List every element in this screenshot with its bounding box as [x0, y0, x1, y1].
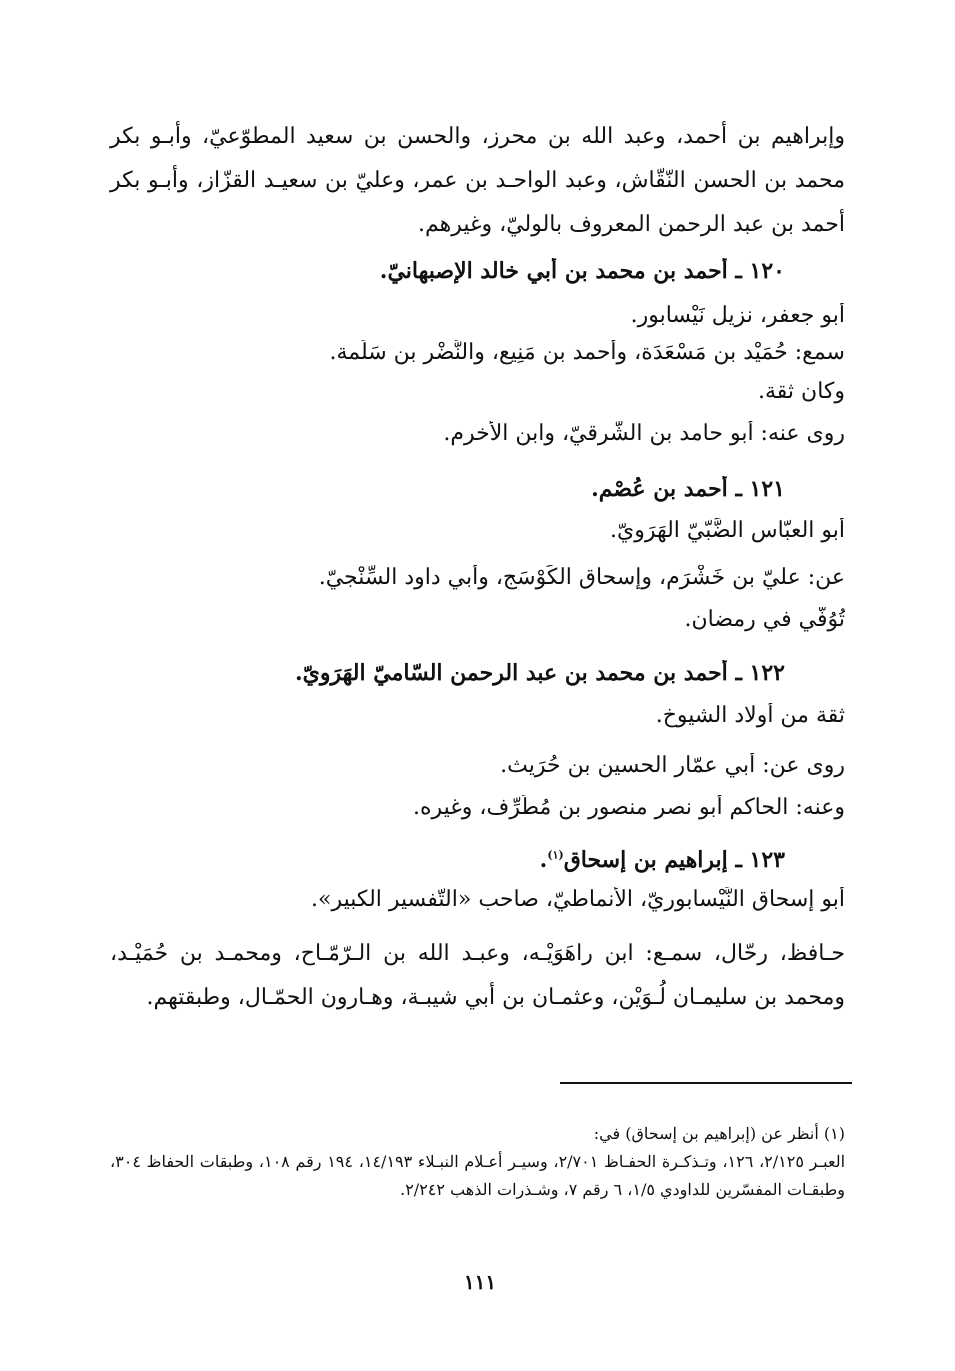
entry-121-line-2: عن: عليّ بن خَشْرَم، وإسحاق الكَوْسَج، وأبي داود السِّنْجيّ. [318, 565, 845, 590]
entry-122-line-2: روى عن: أبي عمّار الحسين بن حُرَيث. [500, 753, 845, 778]
entry-123-heading-end: . [539, 847, 548, 873]
entry-123-heading-text: ١٢٣ ـ إبراهيم بن إسحاق [563, 847, 785, 873]
footnote-text: العبـر ٢/١٢٥، ١٢٦، وتـذكـرة الحفـاظ ٢/٧٠١، وسيـر أعـلام النبـلاء ١٤/١٩٣، ١٩٤ رقم ١٠٨، وطبقات الحفاظ ٣٠٤، وطبقـات المفسّرين للداودي ١/٥، ٦ رقم ٧، وشـذرات الذهب ٢/٢٤٢. [110, 1152, 846, 1199]
entry-123-heading [105, 847, 785, 873]
footnote-reference-mark[interactable]: (١) [547, 848, 564, 862]
entry-121-heading: ١٢١ ـ أحمد بن عُصْم. [591, 476, 785, 502]
entry-122-line-1: ثقة من أولاد الشيوخ. [655, 703, 845, 728]
entry-121-line-1: أبو العبّاس الضَّبّيّ الهَرَويّ. [609, 518, 845, 543]
entry-122-line-3: وعنه: الحاكم أبو نصر منصور بن مُطَرِّف، وغيره. [413, 795, 845, 820]
page-number: ١١١ [463, 1270, 497, 1294]
entry-120-line-2: سمع: حُمَيْد بن مَسْعَدَة، وأحمد بن مَنِيع، والنَّضْر بن سَلَمة. [329, 340, 845, 365]
entry-120-line-4: روى عنه: أبو حامد بن الشَّرقيّ، وابن الأخرم. [443, 421, 845, 446]
footnote-marker: (١) [823, 1124, 845, 1143]
entry-122-heading: ١٢٢ ـ أحمد بن محمد بن عبد الرحمن السّاميّ الهَرَويّ. [295, 660, 785, 686]
entry-120-line-3: وكان ثقة. [758, 379, 845, 404]
footnote-intro-line [110, 1120, 845, 1148]
footnote-intro: أنظر عن (إبراهيم بن إسحاق) في: [593, 1124, 819, 1143]
footnote-divider [560, 1082, 852, 1084]
entry-120-heading: ١٢٠ ـ أحمد بن محمد بن أبي خالد الإصبهانيّ. [379, 258, 785, 284]
closing-paragraph: حـافظ، رحّال، سمـع: ابن راهَوَيْـه، وعبـد الله بن الـرّمّـاح، ومحمـد بن حُمَيْـد، ومحمد بن سليمـان لُـوَيْن، وعثمـان بن أبي شيبـة، وهـارون الحمّـال، وطبقتهم. [110, 941, 845, 1010]
entry-121-line-3: تُوُفّي في رمضان. [684, 607, 845, 632]
intro-paragraph: وإبراهيم بن أحمد، وعبد الله بن محرز، والحسن بن سعيد المطوّعيّ، وأبـو بكر محمد بن الحسن النّقّاش، وعبد الواحـد بن عمر، وعليّ بن سعيـد القزّاز، وأبـو بكر أحمد بن عبد الرحمن المعروف بالوليّ، وغيرهم. [110, 124, 845, 237]
entry-120-line-1: أبو جعفر، نزيل نَيْسابور. [630, 303, 845, 328]
entry-123-line-1: أبو إسحاق النَّيْسابوريّ، الأنماطيّ، صاحب «التّفسير الكبير». [311, 887, 845, 912]
